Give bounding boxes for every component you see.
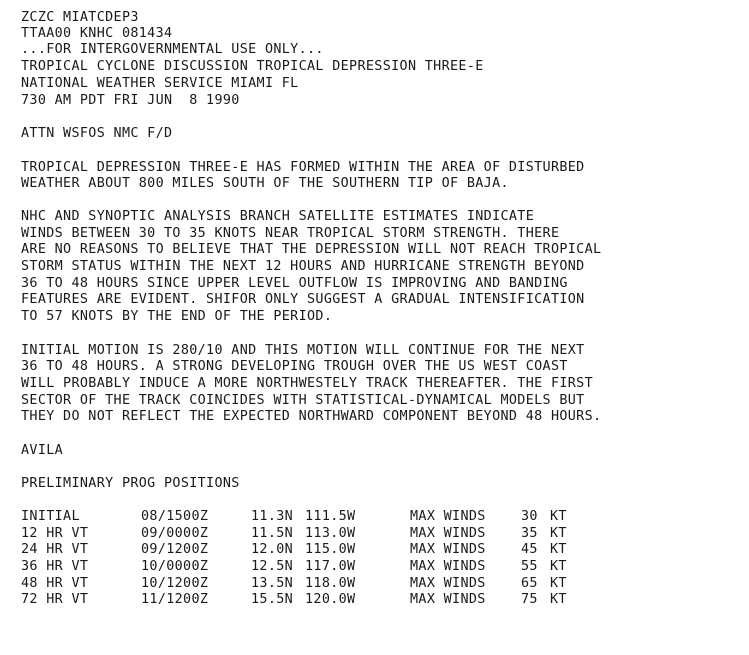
- forecast-period: 72 HR VT: [21, 592, 89, 607]
- paragraph2-line: WINDS BETWEEN 30 TO 35 KNOTS NEAR TROPICAL STORM STRENGTH. THERE: [21, 226, 560, 241]
- wind-unit: KT: [550, 526, 567, 541]
- forecaster-signature: AVILA: [21, 443, 64, 458]
- paragraph3-line: THEY DO NOT REFLECT THE EXPECTED NORTHWARD COMPONENT BEYOND 48 HOURS.: [21, 409, 602, 424]
- issuing-office: NATIONAL WEATHER SERVICE MIAMI FL: [21, 76, 299, 91]
- wind-speed: 75: [521, 592, 538, 607]
- valid-time: 10/0000Z: [141, 559, 209, 574]
- paragraph3-line: WILL PROBABLY INDUCE A MORE NORTHWESTELY TRACK THEREAFTER. THE FIRST: [21, 376, 594, 391]
- longitude: 120.0W: [305, 592, 356, 607]
- paragraph2-line: 36 TO 48 HOURS SINCE UPPER LEVEL OUTFLOW IS IMPROVING AND BANDING: [21, 276, 568, 291]
- paragraph3-line: SECTOR OF THE TRACK COINCIDES WITH STATISTICAL-DYNAMICAL MODELS BUT: [21, 393, 585, 408]
- product-header: TTAA00 KNHC 081434: [21, 26, 173, 41]
- valid-time: 09/1200Z: [141, 542, 209, 557]
- wind-speed: 35: [521, 526, 538, 541]
- latitude: 12.0N: [251, 542, 294, 557]
- max-winds-label: MAX WINDS: [410, 526, 486, 541]
- forecast-period: 24 HR VT: [21, 542, 89, 557]
- max-winds-label: MAX WINDS: [410, 592, 486, 607]
- longitude: 117.0W: [305, 559, 356, 574]
- forecast-period: 48 HR VT: [21, 576, 89, 591]
- wind-speed: 55: [521, 559, 538, 574]
- paragraph3-line: 36 TO 48 HOURS. A STRONG DEVELOPING TROUGH OVER THE US WEST COAST: [21, 359, 568, 374]
- longitude: 113.0W: [305, 526, 356, 541]
- wind-speed: 30: [521, 509, 538, 524]
- wind-speed: 65: [521, 576, 538, 591]
- paragraph2-line: NHC AND SYNOPTIC ANALYSIS BRANCH SATELLITE ESTIMATES INDICATE: [21, 209, 535, 224]
- wind-speed: 45: [521, 542, 538, 557]
- forecast-period: 12 HR VT: [21, 526, 89, 541]
- paragraph2-line: ARE NO REASONS TO BELIEVE THAT THE DEPRESSION WILL NOT REACH TROPICAL: [21, 242, 602, 257]
- valid-time: 08/1500Z: [141, 509, 209, 524]
- distribution-notice: ...FOR INTERGOVERNMENTAL USE ONLY...: [21, 42, 324, 57]
- forecast-period: 36 HR VT: [21, 559, 89, 574]
- paragraph3-line: INITIAL MOTION IS 280/10 AND THIS MOTION WILL CONTINUE FOR THE NEXT: [21, 343, 585, 358]
- max-winds-label: MAX WINDS: [410, 542, 486, 557]
- valid-time: 10/1200Z: [141, 576, 209, 591]
- prog-positions-title: PRELIMINARY PROG POSITIONS: [21, 476, 240, 491]
- forecast-period: INITIAL: [21, 509, 80, 524]
- valid-time: 11/1200Z: [141, 592, 209, 607]
- longitude: 115.0W: [305, 542, 356, 557]
- valid-time: 09/0000Z: [141, 526, 209, 541]
- routing-line: ZCZC MIATCDEP3: [21, 10, 139, 25]
- wind-unit: KT: [550, 542, 567, 557]
- paragraph2-line: TO 57 KNOTS BY THE END OF THE PERIOD.: [21, 309, 333, 324]
- wind-unit: KT: [550, 509, 567, 524]
- latitude: 11.3N: [251, 509, 294, 524]
- longitude: 111.5W: [305, 509, 356, 524]
- max-winds-label: MAX WINDS: [410, 509, 486, 524]
- latitude: 12.5N: [251, 559, 294, 574]
- paragraph1-line: WEATHER ABOUT 800 MILES SOUTH OF THE SOUTHERN TIP OF BAJA.: [21, 176, 509, 191]
- paragraph2-line: STORM STATUS WITHIN THE NEXT 12 HOURS AND HURRICANE STRENGTH BEYOND: [21, 259, 585, 274]
- paragraph1-line: TROPICAL DEPRESSION THREE-E HAS FORMED WITHIN THE AREA OF DISTURBED: [21, 160, 585, 175]
- latitude: 11.5N: [251, 526, 294, 541]
- longitude: 118.0W: [305, 576, 356, 591]
- latitude: 13.5N: [251, 576, 294, 591]
- paragraph2-line: FEATURES ARE EVIDENT. SHIFOR ONLY SUGGEST A GRADUAL INTENSIFICATION: [21, 292, 585, 307]
- latitude: 15.5N: [251, 592, 294, 607]
- wind-unit: KT: [550, 576, 567, 591]
- wind-unit: KT: [550, 559, 567, 574]
- max-winds-label: MAX WINDS: [410, 576, 486, 591]
- max-winds-label: MAX WINDS: [410, 559, 486, 574]
- issue-time: 730 AM PDT FRI JUN 8 1990: [21, 93, 240, 108]
- wind-unit: KT: [550, 592, 567, 607]
- document-title: TROPICAL CYCLONE DISCUSSION TROPICAL DEPRESSION THREE-E: [21, 59, 484, 74]
- attention-line: ATTN WSFOS NMC F/D: [21, 126, 173, 141]
